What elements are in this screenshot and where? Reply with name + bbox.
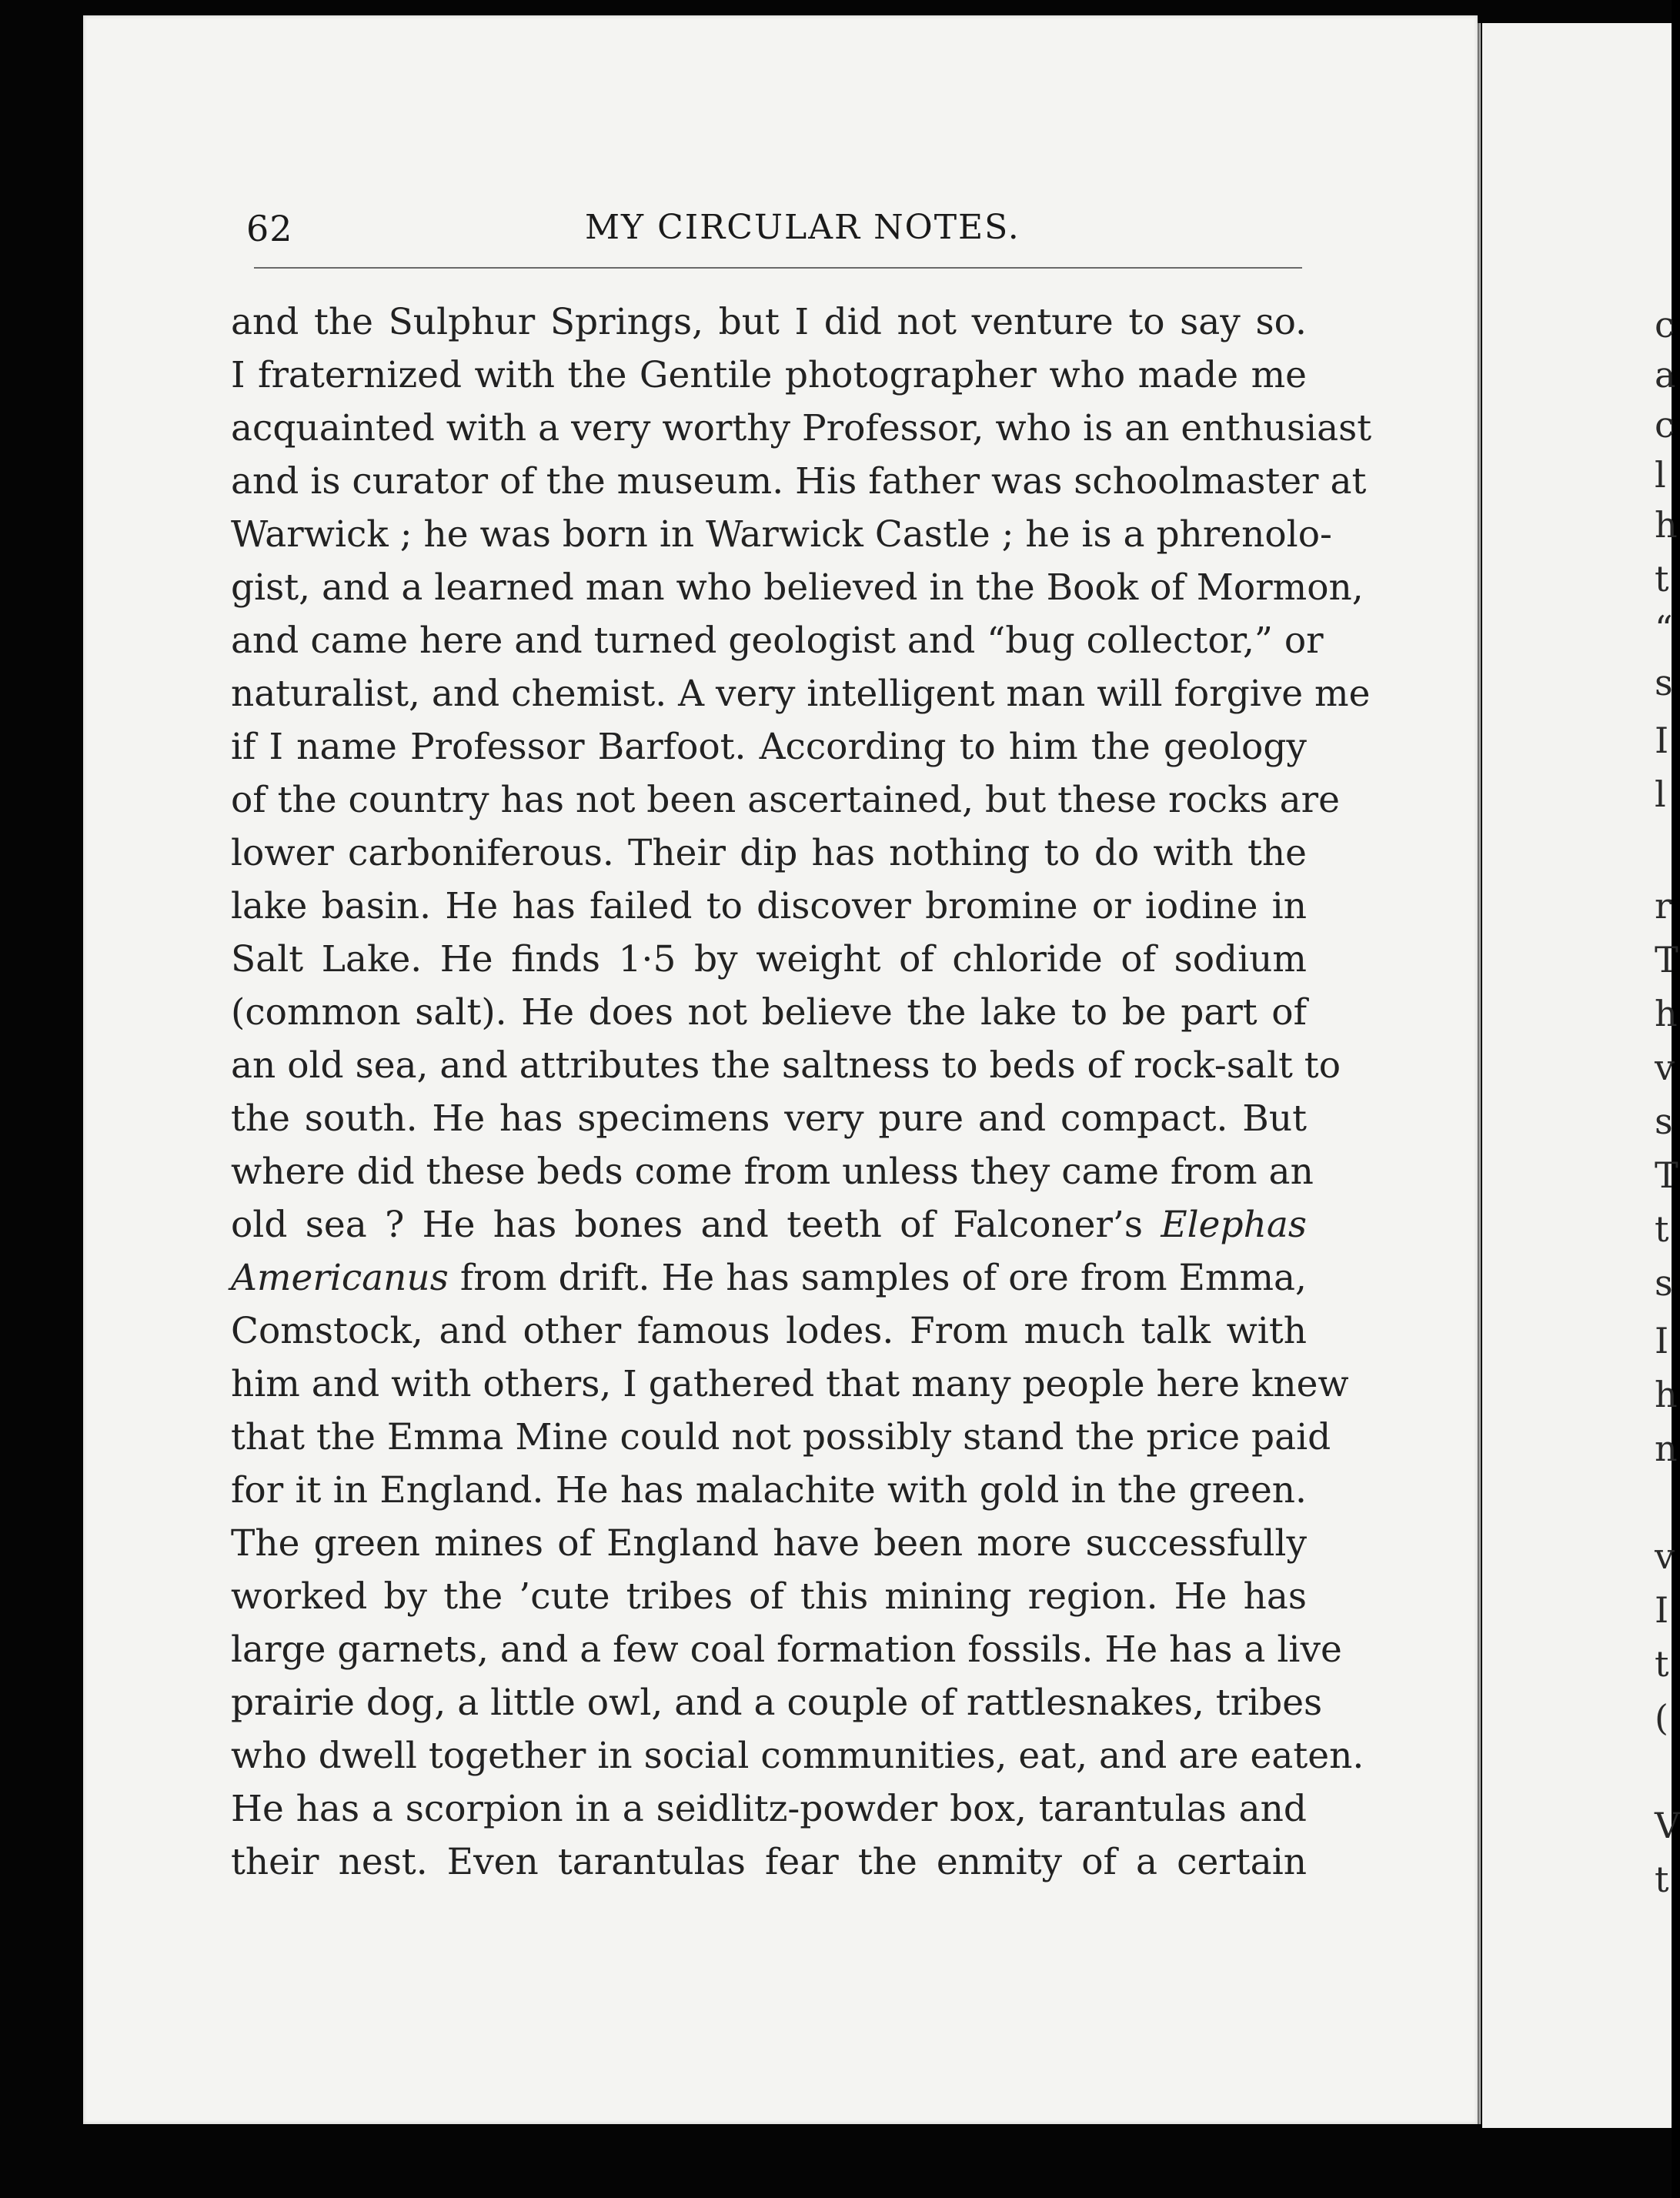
text-span: an old sea, and attributes the saltness to beds of rock-salt to bbox=[231, 1044, 1341, 1087]
text-line bbox=[231, 1411, 1331, 1464]
text-line bbox=[231, 880, 1307, 933]
text-line bbox=[231, 1517, 1307, 1570]
text-span: Warwick ; he was born in Warwick Castle ; he is a phrenolo- bbox=[231, 513, 1332, 556]
facing-page-letter: r bbox=[1655, 885, 1672, 927]
facing-page bbox=[1482, 23, 1672, 2128]
facing-page-letter: c bbox=[1655, 404, 1675, 446]
text-line bbox=[231, 1092, 1307, 1145]
text-span: that the Emma Mine could not possibly stand the price paid bbox=[231, 1416, 1331, 1458]
text-span: The green mines of England have been more successfully bbox=[231, 1522, 1307, 1565]
facing-page-letter: t bbox=[1655, 1643, 1669, 1685]
text-span: large garnets, and a few coal formation fossils. He has a live bbox=[231, 1628, 1342, 1671]
facing-page-letter: t bbox=[1655, 1208, 1669, 1250]
text-line bbox=[231, 933, 1307, 986]
text-line bbox=[231, 455, 1367, 508]
text-line bbox=[231, 402, 1372, 455]
text-line bbox=[231, 720, 1307, 773]
running-head bbox=[169, 192, 1308, 249]
text-span: lake basin. He has failed to discover bromine or iodine in bbox=[231, 885, 1307, 927]
facing-page-letter: s bbox=[1655, 1262, 1673, 1304]
text-span: him and with others, I gathered that many people here knew bbox=[231, 1363, 1349, 1405]
text-span: and came here and turned geologist and “bug collector,” or bbox=[231, 620, 1324, 662]
facing-page-letter: h bbox=[1655, 1374, 1678, 1415]
text-line bbox=[231, 1729, 1364, 1782]
facing-page-letter: l bbox=[1655, 454, 1666, 496]
facing-page-letter: V bbox=[1655, 1805, 1680, 1846]
text-span: Comstock, and other famous lodes. From much talk with bbox=[231, 1310, 1307, 1352]
text-line bbox=[231, 1464, 1307, 1517]
facing-page-letter: l bbox=[1655, 773, 1666, 815]
text-span: their nest. Even tarantulas fear the enmity of a certain bbox=[231, 1841, 1307, 1883]
text-span: for it in England. He has malachite with gold in the green. bbox=[231, 1469, 1307, 1512]
text-line bbox=[231, 1039, 1341, 1092]
text-line bbox=[231, 1676, 1323, 1729]
italic-text: Elephas bbox=[1161, 1204, 1307, 1246]
text-span: the south. He has specimens very pure and compact. But bbox=[231, 1097, 1307, 1140]
facing-page-letter: T bbox=[1655, 939, 1678, 980]
text-line bbox=[231, 1782, 1307, 1836]
text-line bbox=[231, 986, 1307, 1039]
text-line bbox=[231, 667, 1371, 720]
text-span: gist, and a learned man who believed in the Book of Mormon, bbox=[231, 566, 1364, 609]
text-line bbox=[231, 508, 1332, 561]
text-line bbox=[231, 1358, 1349, 1411]
facing-page-letter: v bbox=[1655, 1047, 1675, 1088]
text-span: who dwell together in social communities, eat, and are eaten. bbox=[231, 1735, 1364, 1777]
text-line bbox=[231, 1570, 1307, 1623]
text-line bbox=[231, 349, 1307, 402]
text-span: and is curator of the museum. His father was schoolmaster at bbox=[231, 460, 1367, 503]
text-span: old sea ? He has bones and teeth of Falconer’s bbox=[231, 1204, 1161, 1246]
header-rule bbox=[254, 267, 1302, 269]
text-span: lower carboniferous. Their dip has nothing to do with the bbox=[231, 832, 1307, 874]
text-span: where did these beds come from unless they came from an bbox=[231, 1151, 1314, 1193]
text-line bbox=[231, 1145, 1314, 1198]
facing-page-letter: t bbox=[1655, 558, 1669, 600]
facing-page-letter: “ bbox=[1655, 608, 1673, 650]
text-line bbox=[231, 561, 1364, 614]
text-span: He has a scorpion in a seidlitz-powder box, tarantulas and bbox=[231, 1788, 1307, 1830]
text-line bbox=[231, 1304, 1307, 1358]
facing-page-letter: I bbox=[1655, 1320, 1669, 1361]
text-line bbox=[231, 1198, 1307, 1251]
text-span: of the country has not been ascertained, but these rocks are bbox=[231, 779, 1340, 821]
text-span: and the Sulphur Springs, but I did not venture to say so. bbox=[231, 301, 1307, 343]
text-span: Salt Lake. He finds 1·5 by weight of chloride of sodium bbox=[231, 938, 1307, 980]
running-title: MY CIRCULAR NOTES. bbox=[585, 208, 1020, 247]
facing-page-letter: h bbox=[1655, 504, 1678, 546]
text-span: prairie dog, a little owl, and a couple of rattlesnakes, tribes bbox=[231, 1682, 1323, 1724]
facing-page-letter: h bbox=[1655, 993, 1678, 1034]
text-span: (common salt). He does not believe the lake to be part of bbox=[231, 991, 1307, 1034]
text-span: I fraternized with the Gentile photographer who made me bbox=[231, 354, 1307, 396]
body-text bbox=[231, 296, 1372, 1889]
page-number: 62 bbox=[246, 208, 293, 249]
facing-page-letter: n bbox=[1655, 1428, 1678, 1469]
text-line bbox=[231, 773, 1340, 827]
text-line bbox=[231, 296, 1307, 349]
text-line bbox=[231, 1623, 1342, 1676]
italic-text: Americanus bbox=[231, 1257, 449, 1299]
text-line bbox=[231, 827, 1307, 880]
facing-page-letter: a bbox=[1655, 354, 1676, 396]
text-span: if I name Professor Barfoot. According to him the geology bbox=[231, 726, 1307, 768]
facing-page-letter: I bbox=[1655, 1589, 1669, 1631]
facing-page-letter: s bbox=[1655, 662, 1673, 703]
facing-page-letter: t bbox=[1655, 1859, 1669, 1900]
text-span: from drift. He has samples of ore from Emma, bbox=[448, 1257, 1307, 1299]
facing-page-letter: I bbox=[1655, 720, 1669, 761]
text-line bbox=[231, 614, 1324, 667]
facing-page-letter: c bbox=[1655, 304, 1675, 346]
facing-page-letter: v bbox=[1655, 1535, 1675, 1577]
text-span: acquainted with a very worthy Professor, who is an enthusiast bbox=[231, 407, 1372, 449]
facing-page-letter: T bbox=[1655, 1154, 1678, 1196]
text-line bbox=[231, 1836, 1307, 1889]
text-span: naturalist, and chemist. A very intelligent man will forgive me bbox=[231, 673, 1371, 715]
text-line bbox=[231, 1251, 1307, 1304]
facing-page-letter: s bbox=[1655, 1101, 1673, 1142]
facing-page-letter: ( bbox=[1655, 1697, 1668, 1739]
text-span: worked by the ’cute tribes of this mining region. He has bbox=[231, 1575, 1307, 1618]
